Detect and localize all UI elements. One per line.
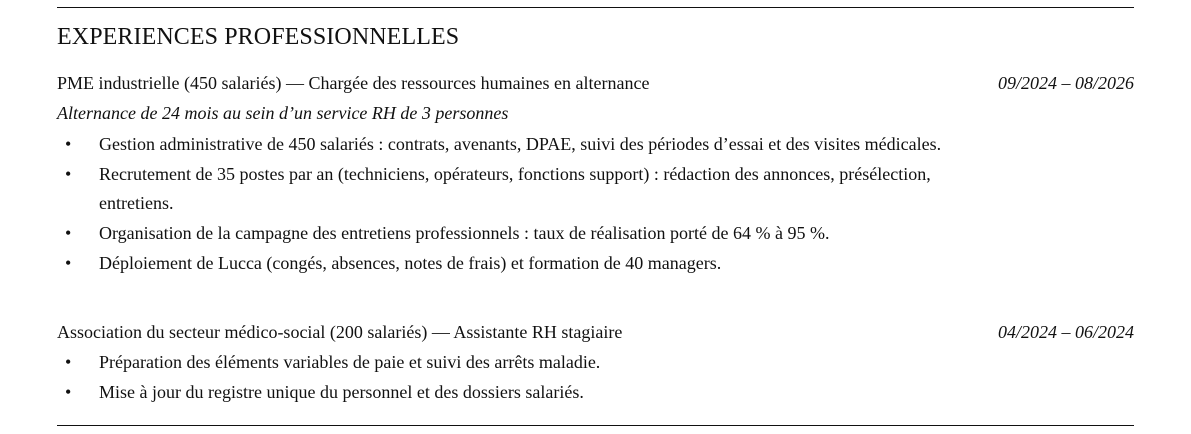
job-dates: 09/2024 – 08/2026: [997, 73, 1134, 93]
job-dates: 04/2024 – 06/2024: [997, 322, 1134, 342]
bullet-icon: •: [65, 253, 72, 273]
list-item: [57, 348, 957, 377]
bullet-icon: •: [65, 352, 72, 372]
bullet-icon: •: [65, 134, 72, 154]
bullet-text: Déploiement de Lucca (congés, absences, notes de frais) et formation de 40 managers.: [99, 253, 722, 273]
list-item: [57, 378, 957, 407]
list-item: [57, 160, 957, 218]
bullet-text: Mise à jour du registre unique du personnel et des dossiers salariés.: [99, 382, 584, 402]
bullet-text: Gestion administrative de 450 salariés : contrats, avenants, DPAE, suivi des périodes d’essai et des visites médicales.: [99, 134, 942, 154]
job-subtitle: Alternance de 24 mois au sein d’un service RH de 3 personnes: [57, 103, 509, 123]
bullet-icon: •: [65, 164, 72, 184]
bullet-icon: •: [65, 382, 72, 402]
list-item: [57, 130, 957, 159]
list-item: [57, 249, 957, 278]
job-bullet-list: [57, 130, 957, 279]
bullet-text: Organisation de la campagne des entretiens professionnels : taux de réalisation porté de 64 % à 95 %.: [99, 223, 830, 243]
top-divider: [57, 7, 1134, 8]
list-item: [57, 219, 957, 248]
bullet-text: Préparation des éléments variables de paie et suivi des arrêts maladie.: [99, 352, 601, 372]
job-bullet-list: [57, 348, 957, 408]
bullet-icon: •: [65, 223, 72, 243]
bottom-divider: [57, 425, 1134, 426]
bullet-text: Recrutement de 35 postes par an (techniciens, opérateurs, fonctions support) : rédaction des annonces, présélection, entretiens.: [99, 164, 931, 213]
job-title: PME industrielle (450 salariés) — Chargée des ressources humaines en alternance: [57, 73, 650, 93]
section-title: EXPERIENCES PROFESSIONNELLES: [57, 24, 460, 50]
job-title: Association du secteur médico-social (200 salariés) — Assistante RH stagiaire: [57, 322, 623, 342]
